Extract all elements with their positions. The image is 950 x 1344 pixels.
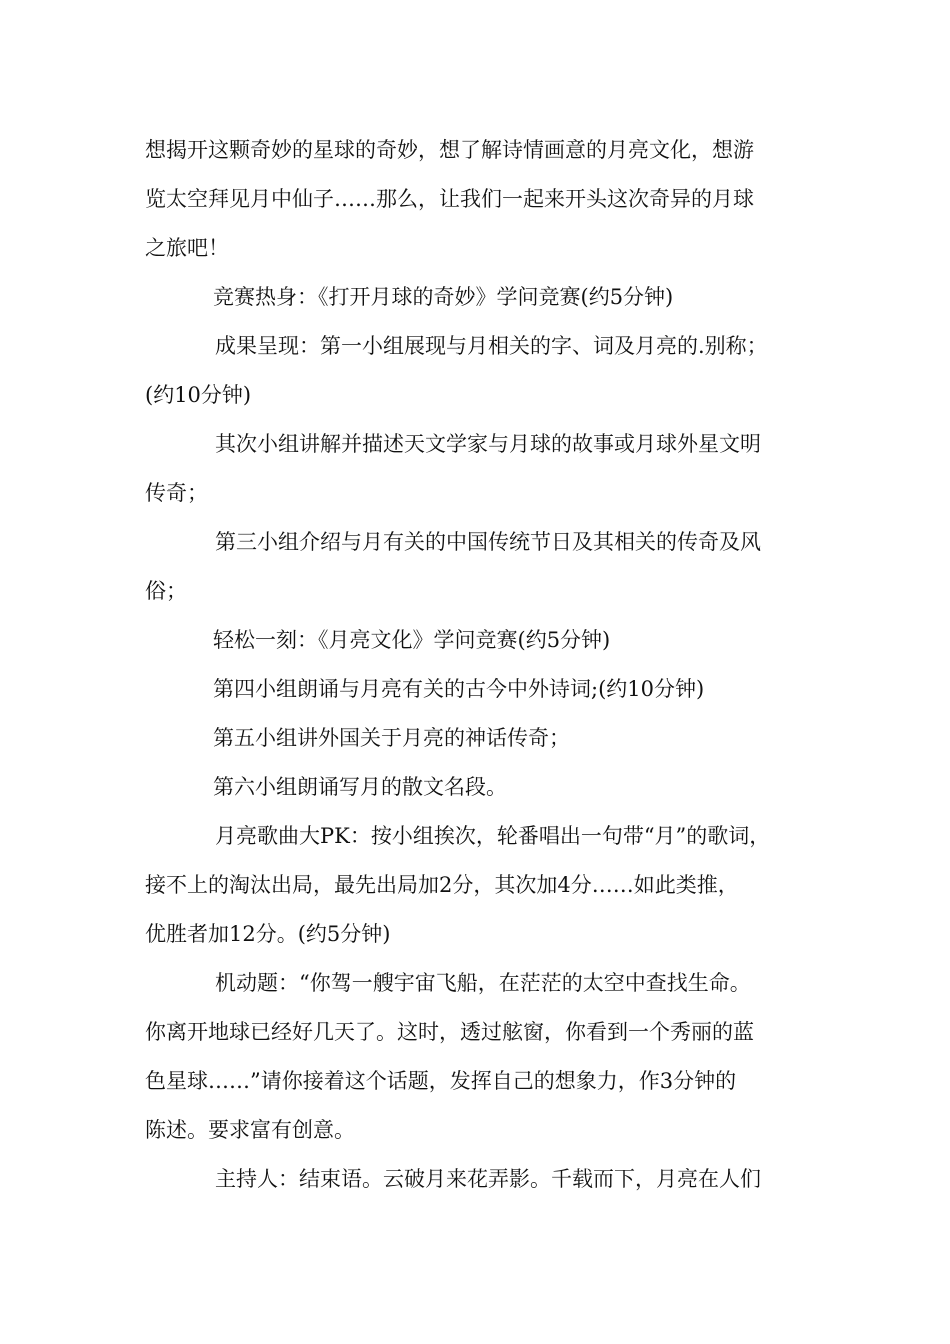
text-line: 览太空拜见月中仙子……那么，让我们一起来开头这次奇异的月球: [145, 187, 754, 211]
document-body: [145, 126, 815, 1204]
text-line: 月亮歌曲大PK：按小组挨次，轮番唱出一句带“月”的歌词，: [215, 824, 771, 848]
text-line: 想揭开这颗奇妙的星球的奇妙，想了解诗情画意的月亮文化，想游: [145, 138, 754, 162]
text-line: 俗；: [145, 579, 187, 603]
text-line: 优胜者加12分。(约5分钟): [145, 922, 391, 946]
text-line: 你离开地球已经好几天了。这时，透过舷窗，你看到一个秀丽的蓝: [145, 1020, 754, 1044]
text-line: 第四小组朗诵与月亮有关的古今中外诗词;(约10分钟): [213, 677, 705, 701]
text-line: 第三小组介绍与月有关的中国传统节日及其相关的传奇及风: [215, 530, 761, 554]
text-line: 陈述。要求富有创意。: [145, 1118, 355, 1142]
text-line: 轻松一刻：《月亮文化》学问竞赛(约5分钟): [213, 628, 611, 652]
text-line: 竞赛热身：《打开月球的奇妙》学问竞赛(约5分钟): [213, 285, 674, 309]
text-line: 色星球……”请你接着这个话题，发挥自己的想象力，作3分钟的: [145, 1069, 737, 1093]
text-line: (约10分钟): [145, 383, 252, 407]
text-line: 之旅吧！: [145, 236, 229, 260]
text-line: 第六小组朗诵写月的散文名段。: [213, 775, 507, 799]
text-line: 其次小组讲解并描述天文学家与月球的故事或月球外星文明: [215, 432, 761, 456]
text-line: 传奇；: [145, 481, 208, 505]
text-line: 成果呈现：第一小组展现与月相关的字、词及月亮的.别称；: [215, 334, 768, 358]
text-line: 机动题：“你驾一艘宇宙飞船，在茫茫的太空中查找生命。: [215, 971, 751, 995]
text-line: 接不上的淘汰出局，最先出局加2分，其次加4分……如此类推，: [145, 873, 739, 897]
text-line: 主持人：结束语。云破月来花弄影。千载而下，月亮在人们: [215, 1167, 761, 1191]
text-line: 第五小组讲外国关于月亮的神话传奇；: [213, 726, 570, 750]
